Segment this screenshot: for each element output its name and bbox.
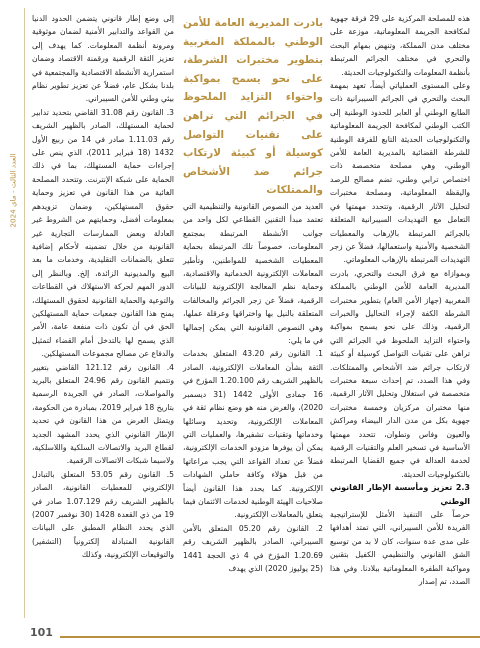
running-header: العدد الثالث - ماي 2024	[8, 152, 18, 228]
section-heading: 2.3 تعزيز ومأسسة الإطار القانوني الوطني	[330, 483, 470, 506]
paragraph: العديد من النصوص القانونية والتنظيمية التي تعتمد مبدأ التقنين القطاعي لكل واحد من جوانب الأنشطة المرتبطة بمجتمع المعلومات، خصوصاً تلك المرتبطة بحماية المعطيات الشخصية للمواطنين، وتأطير المعاملات الإلكترونية الخدماتية والاقتصادية، وحماية نظم المعالجة الإلكترونية للبيانات الرقمية، فضلاً عن زجر الجرائم والمخالفات المتعلقة بالنيل بها واختراقها وعرقلة عملها، وهي النصوص القانونية التي يمكن إجمالها في ما يلي:	[183, 202, 323, 346]
text-column-left	[32, 12, 174, 562]
pull-quote: بادرت المديرية العامة للأمن الوطني بالمملكة المغربية بتطوير مختبرات الشرطة، على نحو يسمح بمواكبة واحتواء التزايد الملحوظ في الجرائم التي تراهن على تقنيات التواصل كوسيلة أو كبيئة لارتكاب جرائم ضد الأشخاص والممتلكات	[183, 17, 323, 197]
list-item-law-4: 4. القانون رقم 121.12 القاضي بتغيير وتتميم القانون رقم 24.96 المتعلق بالبريد والمواصلات، الصادر في الجريدة الرسمية بتاريخ 18 فبراير 2019، بمبادرة من الحكومة، ويتمثل الغرض من هذا القانون في تحديد الإطار القانوني الذي يحدد المشهد الجديد لقطاع البريد والاتصالات السلكية واللاسلكية، ولاسيما شبكات الاتصالات الرقمية.	[32, 362, 175, 466]
running-header-strip	[6, 130, 20, 250]
list-item-law-2: 2. القانون رقم 05.20 المتعلق بالأمن السيبراني، الصادر بالظهير الشريف رقم 1.20.69 المؤرخ في 4 ذي الحجة 1441 (25 يوليوز 2020) الذي يهدف	[183, 523, 323, 573]
footer	[0, 628, 480, 648]
list-item-law-1: 1. القانون رقم 43.20 المتعلق بخدمات الثقة بشأن المعاملات الإلكترونية، الصادر بالظهير الشريف رقم 1.20.100 المؤرخ في 16 جمادى الأولى 1442 (31 ديسمبر 2020)، والغرض منه هو وضع نظام ثقة في المعاملات الإلكترونية، وتحديد وسائلها وخدماتها وتقنيات تشفيرها، والعمليات التي يمكن أن يوفرها مزودو الخدمات الإلكترونية، فضلاً عن تعداد القواعد التي يجب مراعاتها من قبل هؤلاء وكافة حاملي الشهادات الإلكترونية. كما يحدد هذا القانون أيضاً صلاحيات الهيئة الوطنية لخدمات الائتمان فيما يتعلق بالمعاملات الإلكترونية.	[183, 349, 324, 520]
paragraph: هذه للمصلحة المركزية على 29 فرقة جهوية لمكافحة الجريمة المعلوماتية، موزعة على مختلف مدن المملكة، وتنهض بمهام البحث والتحري في مختلف الجرائم المرتبطة بأنظمة المعلومات والتكنولوجيات الحديثة.	[330, 14, 470, 77]
text-column-middle	[183, 200, 323, 575]
paragraph: إلى وضع إطار قانوني يتضمن الحدود الدنيا من القواعد والتدابير الأمنية لضمان موثوقية ومرونة أنظمة المعلومات. كما يهدف إلى تعزيز الثقة الرقمية ورقمنة الاقتصاد وضمان استمرارية الأنشطة الاقتصادية والمجتمعية في بلدنا بشكل عام، فضلاً عن تعزيز تطوير نظام بيئي وطني للأمن السيبراني.	[32, 14, 174, 104]
vertical-rule	[24, 8, 25, 618]
text-column-right	[330, 12, 470, 588]
list-item-law-5: 5. القانون رقم 53.05 المتعلق بالتبادل الإلكتروني للمعطيات القانونية، الصادر بالظهير الشريف رقم 1.07.129 صادر في 19 من ذي القعدة 1428 (30 نوفمبر 2007) الذي يحدد النظام المطبق على البيانات القانونية المتبادلة إلكترونياً (التشفير) والتوقيعات الإلكترونية، وكذلك	[32, 469, 175, 560]
paragraph: وعلى المستوى العملياتي أيضاً، تعهد بمهمة البحث والتحري في الجرائم السيبرانية ذات الطابع الوطني أو العابر للحدود الوطنية إلى الكتب الوطني لمكافحة الجريمة المعلوماتية والتكنولوجيات الحديثة التابع للفرقة الوطنية للشرطة القضائية بالمديرية العامة للأمن الوطني، وهي مصلحة متخصصة ذات اختصاص ترابي وطني، تضم مصالح للرصد واليقظة المعلوماتية، ومصلحة مختبرات لتحليل الآثار الرقمية، وتتحدد مهمتها في التعامل مع التهديدات السيبرانية المتعلقة بالجرائم المرتبطة بالإرهاب والمعطيات الشخصية والأمنية واستعمالها، فضلاً عن زجر التهديدات المرتبطة بالإرهاب المعلوماتي.	[330, 81, 470, 265]
paragraph: وبموازاة مع فرق البحث والتحري، بادرت المديرية العامة للأمن الوطني بالمملكة المغربية (جهاز الأمن العام) بتطوير مختبرات الشرطة الكفة لإجراء التحاليل والخبرات الرقمية، وذلك على نحو يسمح بمواكبة واحتواء التزايد الملحوظ في الجرائم التي تراهن على تقنيات التواصل كوسيلة أو كبيئة لارتكاب جرائم ضد الأشخاص والممتلكات. وفي هذا الصدد، تم إحداث سبعة مختبرات متخصصة في استغلال وتحليل الآثار الرقمية، منها مختبران مركزيان وخمسة مختبرات جهوية بكل من مدن الدار البيضاء ومراكش والعيون وفاس وتطوان، تتحدد مهمتها الأساسية في تسخير العلم والتقنيات الرقمية لخدمة العدالة في جميع القضايا المرتبطة بالتكنولوجيات الحديثة.	[330, 268, 470, 479]
page-number: 101	[30, 626, 53, 639]
list-item-law-3: 3. القانون رقم 31.08 القاضي بتحديد تدابير لحماية المستهلك، الصادر بالظهير الشريف رقم 1.11.03 صادر في 14 من ربيع الأول 1432 (18 فبراير 2011)، الذي ينص على إجراءات حماية المستهلك، بما في ذلك الحماية على شبكة الإنترنت. وتتحدد المصلحة الغائية من هذا القانون في تعزيز وحماية حقوق المستهلكين، وضمان تزويدهم بمعلومات أفضل، وحمايتهم من الشروط غير العادلة وبعض الممارسات التجارية غير القانونية من خلال تضمينه لأحكام إضافية تتعلق بالضمانات التقليدية، وخدمات ما بعد البيع والمديونية الزائدة، إلخ. وبالنظر إلى الدور المهم لحركة الاستهلاك في القطاعات والتوعية والحماية القانونية لحقوق المستهلك، يمنح هذا القانون جمعيات حماية المستهلكين الحق في أن تكون ذات منفعة عامة، الأمر الذي يسمح لها بالتدخل أمام القضاء لتمثيل والدفاع عن مصالح مجموعات المستهلكين.	[32, 107, 174, 359]
footer-rule	[60, 636, 480, 638]
paragraph: حرصاً على التنفيذ الأمثل للإستراتيجية الفريدة للأمن السيبراني، التي تمتد أهدافها على مدى عدة سنوات، كان لا بد من توسيع الشق القانوني والتنظيمي الكفيل بتقنين ومواكبة الطفرة المعلوماتية ببلادنا. وفي هذا الصدد، تم إصدار	[330, 510, 470, 587]
